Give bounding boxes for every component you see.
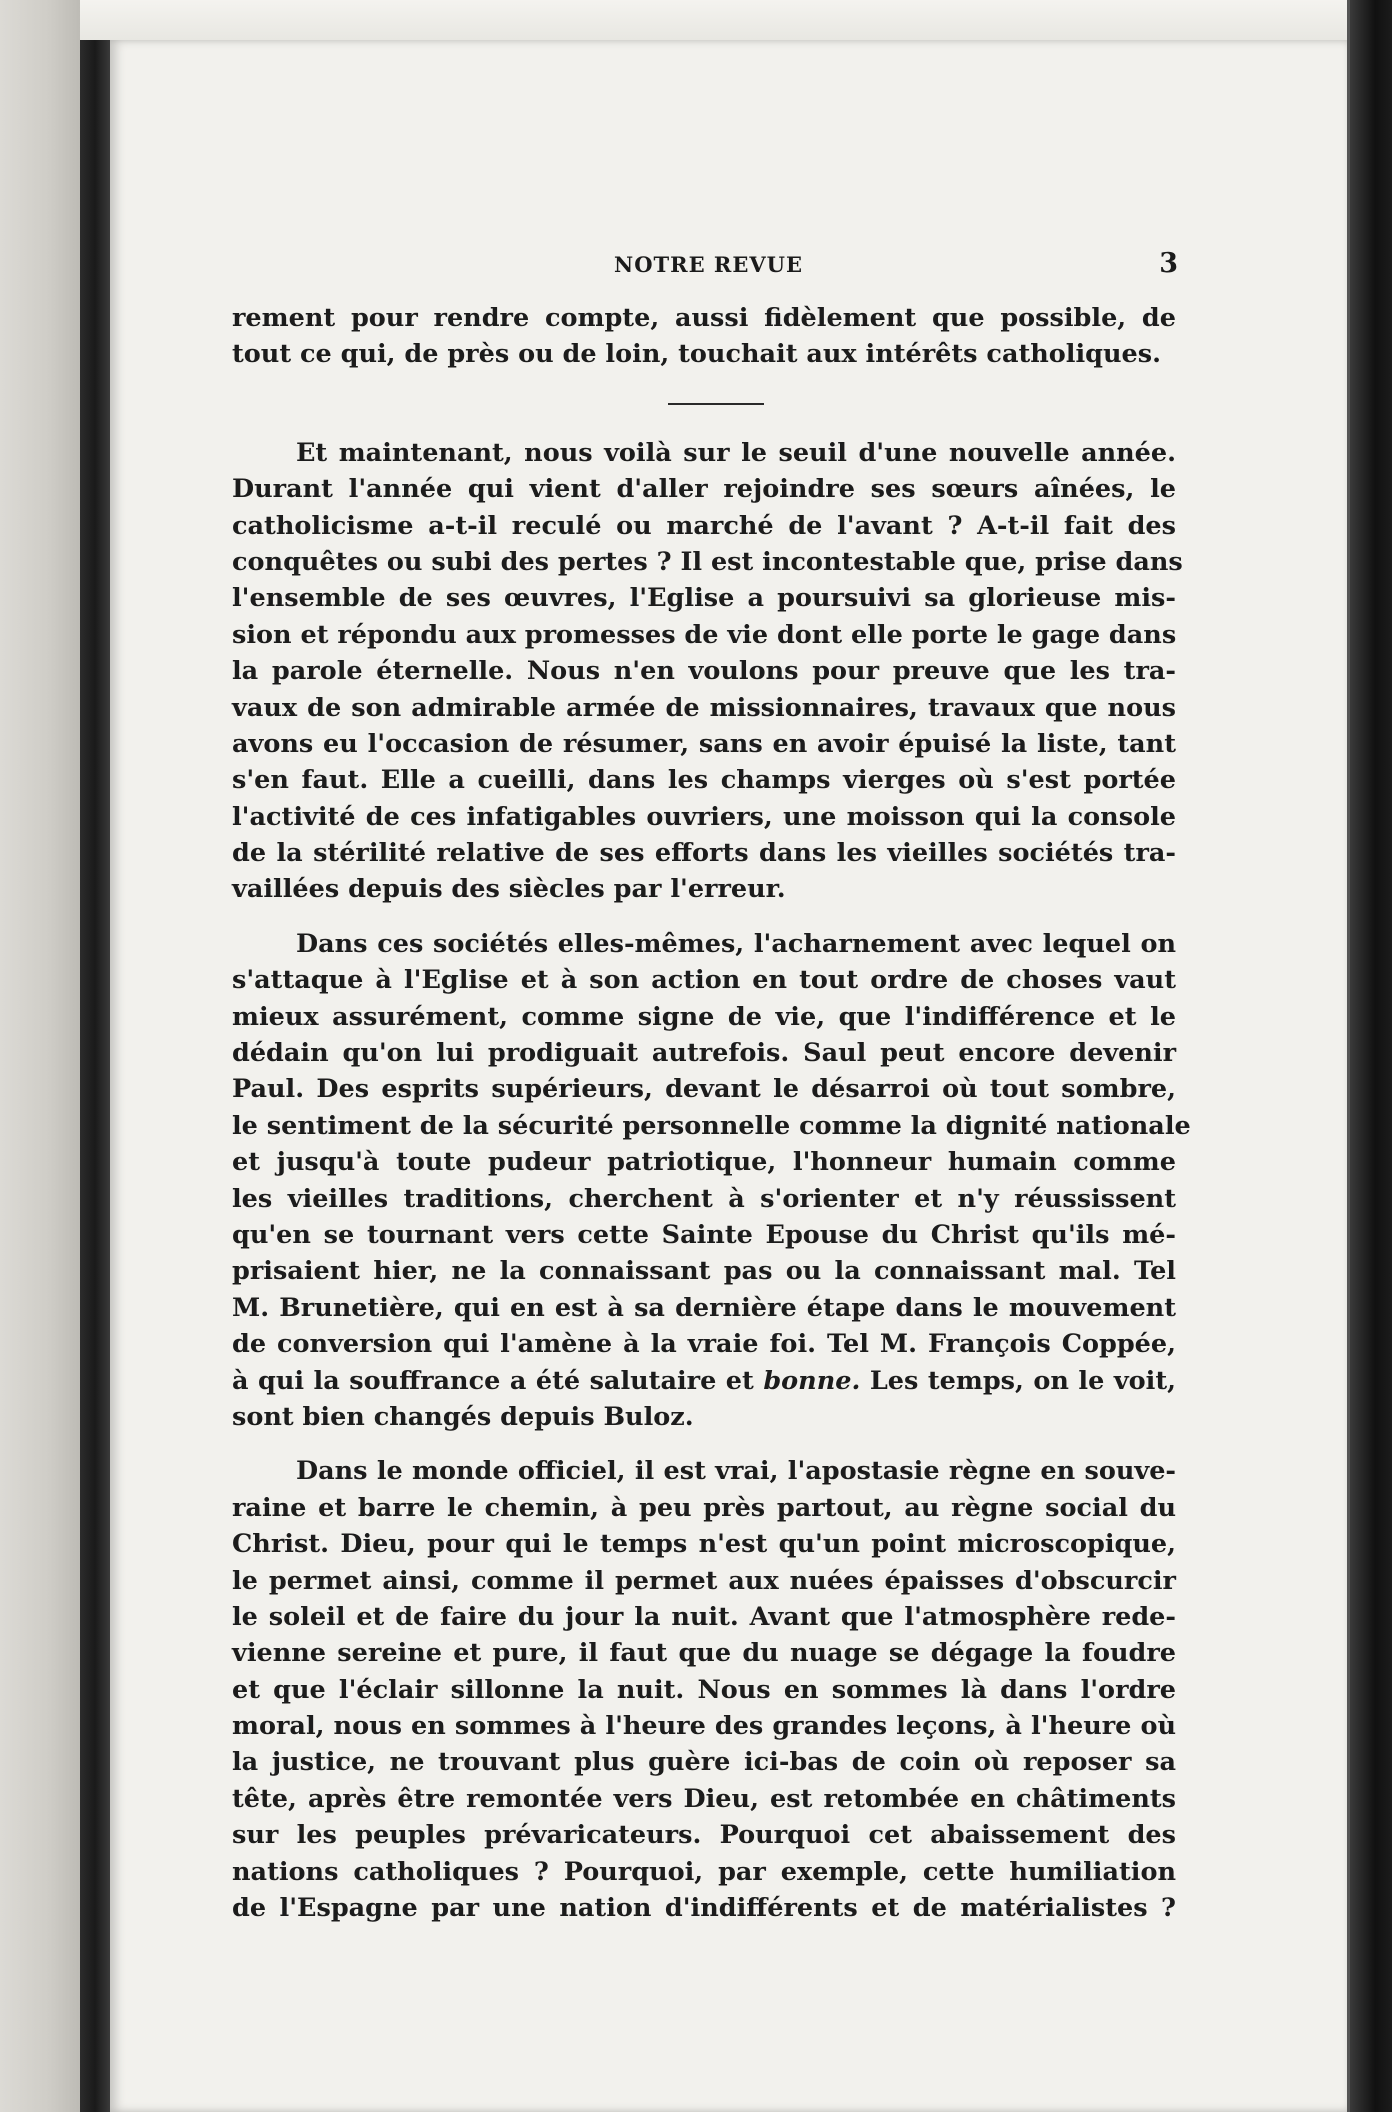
text-line: mieux assurément, comme signe de vie, que l'indifférence et le: [232, 1001, 1176, 1032]
paragraph-gap: [232, 1435, 1176, 1453]
text-line: avons eu l'occasion de résumer, sans en avoir épuisé la liste, tant: [232, 728, 1176, 759]
text-line: de l'Espagne par une nation d'indifférents et de matérialistes ?: [232, 1893, 1176, 1924]
text-line: sur les peuples prévaricateurs. Pourquoi cet abaissement des: [232, 1820, 1176, 1851]
text-line: Et maintenant, nous voilà sur le seuil d'une nouvelle année.: [296, 437, 1176, 468]
running-head: NOTRE REVUE: [614, 252, 803, 277]
text-line: vaux de son admirable armée de missionnaires, travaux que nous: [232, 692, 1176, 723]
text-segment: Les temps, on le voit,: [860, 1365, 1176, 1396]
scan-right-border: [1350, 0, 1392, 2112]
paragraph-2: [232, 926, 1191, 1435]
text-line: M. Brunetière, qui en est à sa dernière étape dans le mouvement: [232, 1292, 1176, 1323]
text-line: Dans le monde officiel, il est vrai, l'apostasie règne en souve-: [296, 1456, 1176, 1487]
scan-top-margin: [0, 0, 1392, 40]
text-line: catholicisme a-t-il reculé ou marché de l'avant ? A-t-il fait des: [232, 510, 1176, 541]
text-line: le permet ainsi, comme il permet aux nuées épaisses d'obscurcir: [232, 1565, 1176, 1596]
text-line: le soleil et de faire du jour la nuit. Avant que l'atmosphère rede-: [232, 1601, 1176, 1632]
text-line: moral, nous en sommes à l'heure des grandes leçons, à l'heure où: [232, 1711, 1176, 1742]
facing-page-edge: [0, 0, 80, 2112]
text-line: raine et barre le chemin, à peu près partout, au règne social du: [232, 1492, 1176, 1523]
text-segment: à qui la souffrance a été salutaire et: [232, 1365, 754, 1396]
text-line: l'activité de ces infatigables ouvriers, une moisson qui la console: [232, 801, 1176, 832]
text-line: l'ensemble de ses œuvres, l'Eglise a poursuivi sa glorieuse mis-: [232, 583, 1176, 614]
text-line: qu'en se tournant vers cette Sainte Epouse du Christ qu'ils mé-: [232, 1219, 1176, 1250]
text-line: Durant l'année qui vient d'aller rejoindre ses sœurs aînées, le: [232, 474, 1176, 505]
text-line: la justice, ne trouvant plus guère ici-bas de coin où reposer sa: [232, 1747, 1176, 1778]
text-line: la parole éternelle. Nous n'en voulons pour preuve que les tra-: [232, 656, 1176, 687]
text-line: vaillées depuis des siècles par l'erreur.: [232, 874, 786, 905]
body-text: [232, 300, 1191, 1926]
text-line: Paul. Des esprits supérieurs, devant le désarroi où tout sombre,: [232, 1074, 1176, 1105]
text-line: Christ. Dieu, pour qui le temps n'est qu'un point microscopique,: [232, 1529, 1176, 1560]
page-number: 3: [1159, 248, 1178, 279]
text-line: s'attaque à l'Eglise et à son action en tout ordre de choses vaut: [232, 965, 1176, 996]
text-line: conquêtes ou subi des pertes ? Il est incontestable que, prise dans: [232, 546, 1183, 577]
text-line: dédain qu'on lui prodiguait autrefois. Saul peut encore devenir: [232, 1038, 1176, 1069]
text-line: tête, après être remontée vers Dieu, est retombée en châtiments: [232, 1783, 1176, 1814]
text-line: de la stérilité relative de ses efforts dans les vieilles sociétés tra-: [232, 838, 1176, 869]
text-line: tout ce qui, de près ou de loin, touchait aux intérêts catholiques.: [232, 339, 1161, 370]
paragraph-1: [232, 435, 1183, 908]
text-line: rement pour rendre compte, aussi fidèlement que possible, de: [232, 303, 1176, 333]
text-line: vienne sereine et pure, il faut que du nuage se dégage la foudre: [232, 1638, 1176, 1669]
text-line: le sentiment de la sécurité personnelle comme la dignité nationale: [232, 1110, 1191, 1141]
italic-word: bonne.: [763, 1365, 861, 1396]
text-line: sion et répondu aux promesses de vie dont elle porte le gage dans: [232, 619, 1177, 650]
text-line-with-italic: [232, 1363, 1176, 1399]
text-line: sont bien changés depuis Buloz.: [232, 1401, 694, 1432]
text-line: et jusqu'à toute pudeur patriotique, l'honneur humain comme: [232, 1147, 1176, 1178]
text-line: nations catholiques ? Pourquoi, par exemple, cette humiliation: [232, 1856, 1176, 1887]
text-line: et que l'éclair sillonne la nuit. Nous en sommes là dans l'ordre: [232, 1674, 1176, 1705]
text-line: Dans ces sociétés elles-mêmes, l'acharnement avec lequel on: [296, 928, 1176, 959]
text-line: de conversion qui l'amène à la vraie foi. Tel M. François Coppée,: [232, 1329, 1176, 1360]
section-separator: [232, 373, 1176, 435]
paragraph-3: [232, 1453, 1176, 1926]
page-header: [610, 248, 1178, 288]
book-gutter-shadow: [80, 40, 110, 2112]
paragraph-gap: [232, 908, 1176, 926]
text-line: les vieilles traditions, cherchent à s'orienter et n'y réussissent: [232, 1183, 1176, 1214]
text-line: s'en faut. Elle a cueilli, dans les champs vierges où s'est portée: [232, 765, 1176, 796]
separator-rule: [668, 403, 764, 405]
text-line: prisaient hier, ne la connaissant pas ou la connaissant mal. Tel: [232, 1256, 1176, 1287]
